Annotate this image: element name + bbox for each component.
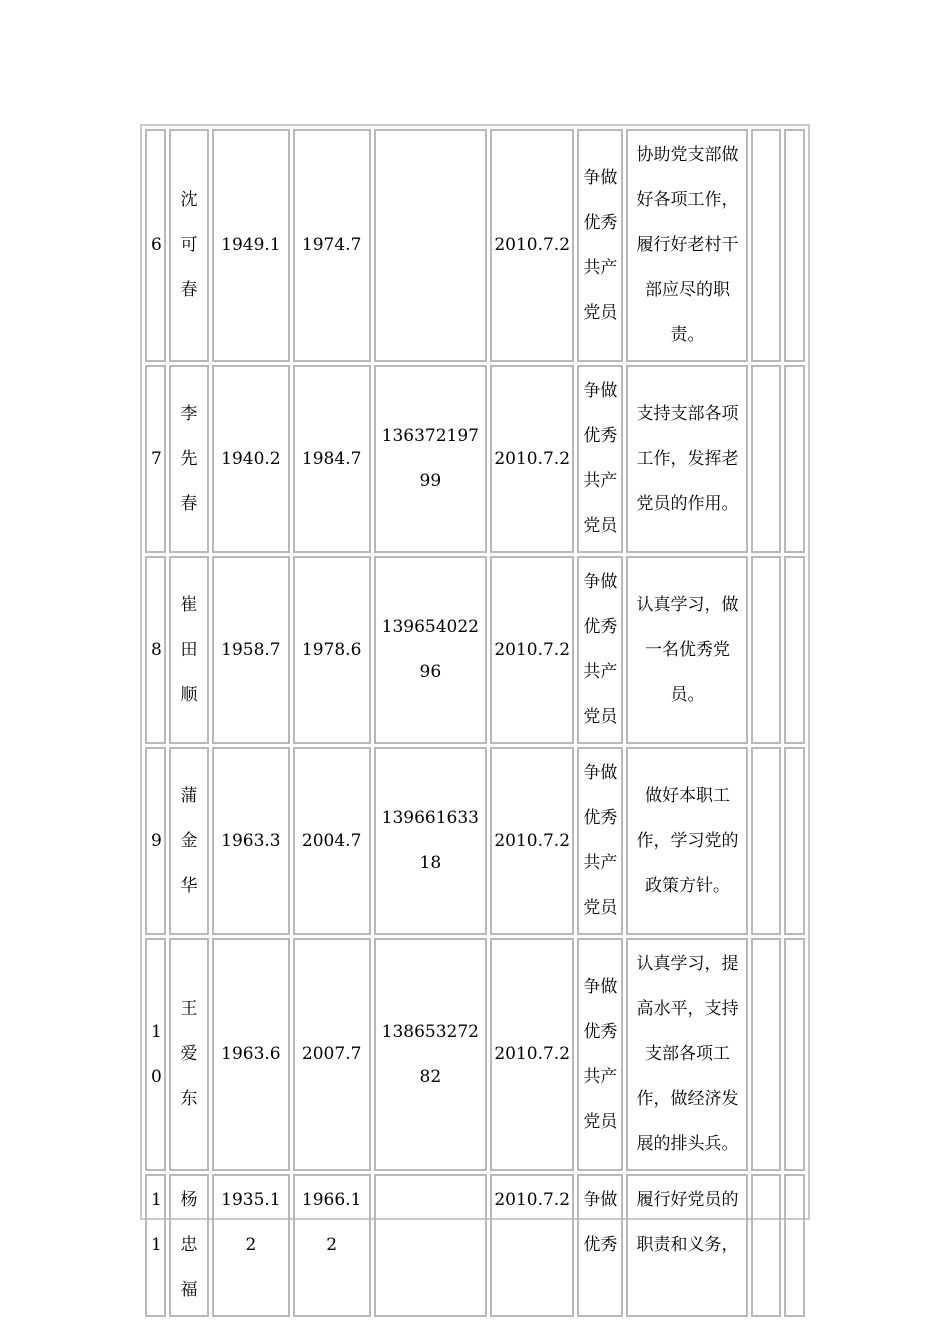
- birth-date-cell: 1963.3: [212, 747, 290, 935]
- pledge-content-cell: 支持支部各项工作，发挥老党员的作用。: [626, 365, 748, 553]
- empty-cell: [751, 1174, 780, 1317]
- table-row: [145, 129, 805, 362]
- row-number-cell: 8: [145, 556, 166, 744]
- pledge-date-cell: 2010.7.2: [490, 1174, 574, 1317]
- member-roster-table: [142, 126, 808, 1320]
- goal-cell: 争做优秀共产党员: [577, 365, 623, 553]
- row-number-cell: 9: [145, 747, 166, 935]
- phone-number-cell: [374, 1174, 488, 1317]
- birth-date-cell: 1958.7: [212, 556, 290, 744]
- phone-number-cell: 13865327282: [374, 938, 488, 1171]
- pledge-content-cell: 认真学习，做一名优秀党员。: [626, 556, 748, 744]
- table-row: [145, 365, 805, 553]
- party-join-date-cell: 1984.7: [293, 365, 371, 553]
- phone-number-cell: 13966163318: [374, 747, 488, 935]
- goal-cell: 争做优秀共产党员: [577, 556, 623, 744]
- pledge-date-cell: 2010.7.2: [490, 365, 574, 553]
- birth-date-cell: 1935.12: [212, 1174, 290, 1317]
- party-join-date-cell: 2007.7: [293, 938, 371, 1171]
- birth-date-cell: 1949.1: [212, 129, 290, 362]
- member-roster-table-frame: [140, 124, 810, 1300]
- empty-cell: [751, 129, 780, 362]
- member-name-cell: 王爱东: [169, 938, 209, 1171]
- phone-number-cell: 13637219799: [374, 365, 488, 553]
- row-number-cell: 6: [145, 129, 166, 362]
- birth-date-cell: 1940.2: [212, 365, 290, 553]
- pledge-content-cell: 履行好党员的职责和义务，: [626, 1174, 748, 1317]
- goal-cell: 争做优秀共产党员: [577, 129, 623, 362]
- table-row: [145, 938, 805, 1171]
- row-number-cell: 11: [145, 1174, 166, 1317]
- goal-cell: 争做优秀: [577, 1174, 623, 1317]
- member-name-cell: 杨忠福: [169, 1174, 209, 1317]
- row-number-cell: 7: [145, 365, 166, 553]
- phone-number-cell: [374, 129, 488, 362]
- table-row: [145, 1174, 805, 1317]
- pledge-date-cell: 2010.7.2: [490, 938, 574, 1171]
- party-join-date-cell: 2004.7: [293, 747, 371, 935]
- empty-cell: [784, 1174, 805, 1317]
- empty-cell: [751, 365, 780, 553]
- birth-date-cell: 1963.6: [212, 938, 290, 1171]
- goal-cell: 争做优秀共产党员: [577, 747, 623, 935]
- member-name-cell: 沈可春: [169, 129, 209, 362]
- pledge-date-cell: 2010.7.2: [490, 747, 574, 935]
- party-join-date-cell: 1974.7: [293, 129, 371, 362]
- empty-cell: [784, 365, 805, 553]
- party-join-date-cell: 1966.12: [293, 1174, 371, 1317]
- pledge-content-cell: 协助党支部做好各项工作，履行好老村干部应尽的职责。: [626, 129, 748, 362]
- phone-number-cell: 13965402296: [374, 556, 488, 744]
- table-row: [145, 747, 805, 935]
- empty-cell: [751, 938, 780, 1171]
- pledge-date-cell: 2010.7.2: [490, 129, 574, 362]
- member-name-cell: 崔田顺: [169, 556, 209, 744]
- row-number-cell: 10: [145, 938, 166, 1171]
- empty-cell: [784, 938, 805, 1171]
- empty-cell: [751, 556, 780, 744]
- empty-cell: [784, 747, 805, 935]
- empty-cell: [784, 556, 805, 744]
- pledge-date-cell: 2010.7.2: [490, 556, 574, 744]
- table-row: [145, 556, 805, 744]
- empty-cell: [784, 129, 805, 362]
- pledge-content-cell: 认真学习，提高水平，支持支部各项工作，做经济发展的排头兵。: [626, 938, 748, 1171]
- goal-cell: 争做优秀共产党员: [577, 938, 623, 1171]
- pledge-content-cell: 做好本职工作，学习党的政策方针。: [626, 747, 748, 935]
- member-name-cell: 蒲金华: [169, 747, 209, 935]
- member-name-cell: 李先春: [169, 365, 209, 553]
- party-join-date-cell: 1978.6: [293, 556, 371, 744]
- empty-cell: [751, 747, 780, 935]
